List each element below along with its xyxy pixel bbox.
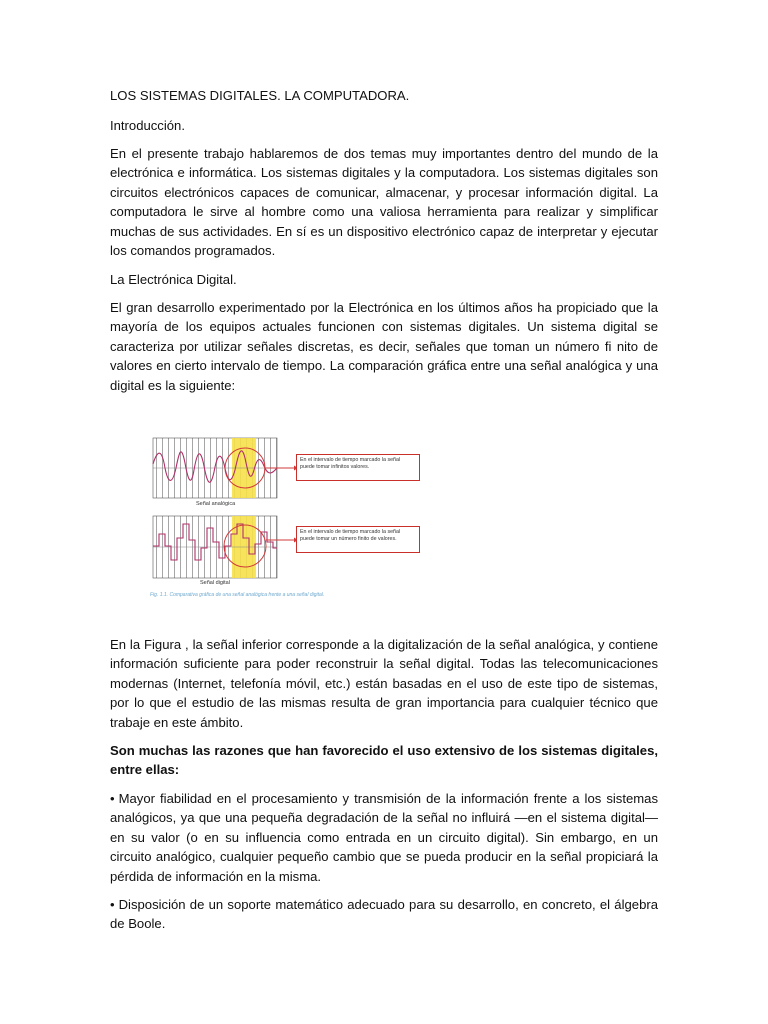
bullet-text: Disposición de un soporte matemático adecuado para su desarrollo, en concreto, el álgebra de Boole. — [110, 897, 658, 932]
analog-signal-label: Señal analógica — [196, 501, 236, 507]
signal-comparison-figure — [150, 428, 420, 600]
analog-callout: En el intervalo de tiempo marcado la señal puede tomar infinitos valores. — [296, 454, 420, 481]
figure-paragraph: En la Figura , la señal inferior corresponde a la digitalización de la señal analógica, y contiene información suficiente para poder reconstruir la señal digital. Todas las telecomunicaciones modernas (Internet, telefonía móvil, etc.) están basadas en el uso de este tipo de sistemas, por lo que el estudio de las mismas resulta de gran importancia para cualquier técnico que trabaje en este ámbito. — [110, 637, 658, 730]
digital-callout: En el intervalo de tiempo marcado la señal puede tomar un número finito de valores. — [296, 526, 420, 553]
bullet-text: Mayor fiabilidad en el procesamiento y transmisión de la información frente a los sistemas analógicos, ya que una pequeña degradación de la señal no influirá —en el sistema digital— en su valor (o en su influencia como entrada en un circuito digital). Sin embargo, en un circuito analógico, cualquier pequeño cambio que se pueda producir en la señal propiciará la pérdida de información en la misma. — [110, 791, 658, 884]
document-title: LOS SISTEMAS DIGITALES. LA COMPUTADORA. — [110, 88, 410, 103]
figure-caption: Fig. 1.1. Comparativa gráfica de una señal analógica frente a una señal digital. — [150, 592, 325, 598]
bullet-item — [110, 789, 658, 886]
section-heading: La Electrónica Digital. — [110, 272, 237, 287]
bullet-marker: • — [110, 791, 115, 806]
section-paragraph: El gran desarrollo experimentado por la Electrónica en los últimos años ha propiciado que la mayoría de los equipos actuales funcionen con sistemas digitales. Un sistema digital se caracteriza por utilizar señales discretas, es decir, señales que toman un número fi nito de valores en cierto intervalo de tiempo. La comparación gráfica entre una señal analógica y una digital es la siguiente: — [110, 300, 658, 393]
intro-heading: Introducción. — [110, 118, 185, 133]
digital-signal-label: Señal digital — [200, 580, 230, 586]
bullet-item — [110, 895, 658, 934]
intro-paragraph: En el presente trabajo hablaremos de dos temas muy importantes dentro del mundo de la electrónica e informática. Los sistemas digitales y la computadora. Los sistemas digitales son circuitos electrónicos capaces de comunicar, almacenar, y procesar información digital. La computadora le sirve al hombre como una valiosa herramienta para realizar y simplificar muchas de sus actividades. En sí es un dispositivo electrónico capaz de interpretar y ejecutar los comandos programados. — [110, 146, 658, 259]
bullet-marker: • — [110, 897, 115, 912]
reasons-heading: Son muchas las razones que han favorecido el uso extensivo de los sistemas digitales, entre ellas: — [110, 743, 658, 778]
